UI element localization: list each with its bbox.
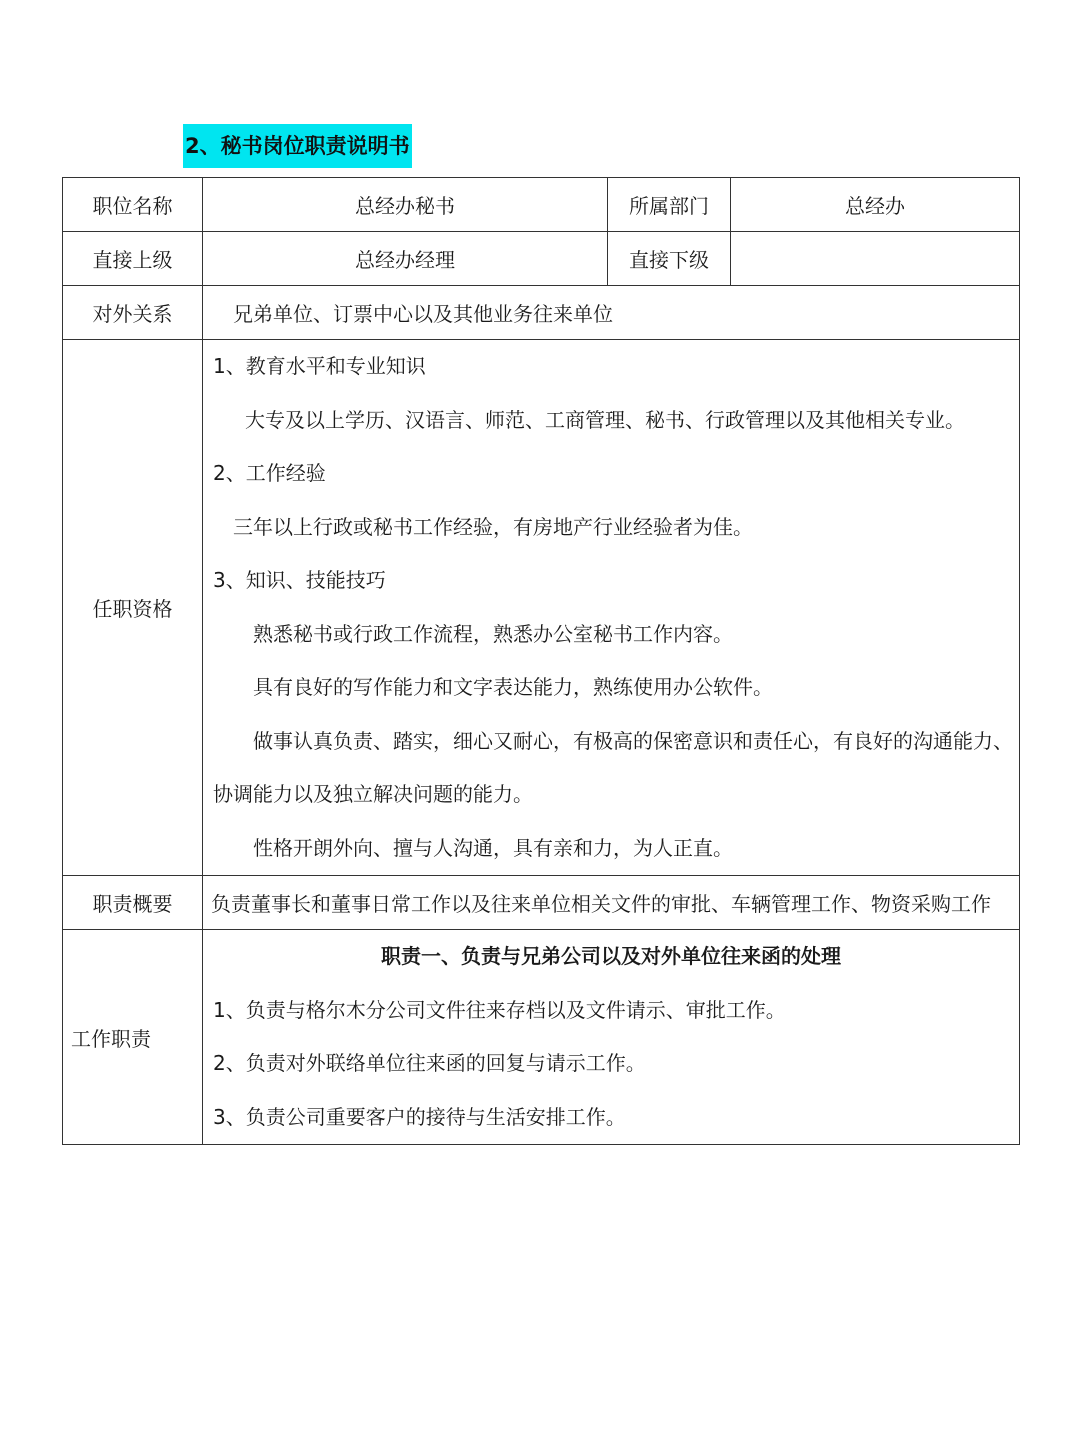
table-row: [63, 178, 1020, 232]
qualification-line: 大专及以上学历、汉语言、师范、工商管理、秘书、行政管理以及其他相关专业。: [245, 407, 965, 432]
qualifications-label: 任职资格: [63, 340, 203, 876]
table-row: [63, 876, 1020, 930]
subordinate-label: 直接下级: [608, 232, 731, 286]
summary-value: 负责董事长和董事日常工作以及往来单位相关文件的审批、车辆管理工作、物资采购工作: [203, 876, 1020, 930]
department-value: 总经办: [731, 178, 1020, 232]
qualification-line: 3、知识、技能技巧: [213, 568, 386, 592]
qualifications-content: [203, 340, 1020, 876]
table-row: [63, 286, 1020, 340]
duty-item: 1、负责与格尔木分公司文件往来存档以及文件请示、审批工作。: [213, 997, 786, 1022]
qualification-line: 协调能力以及独立解决问题的能力。: [213, 782, 533, 806]
qualification-line: 三年以上行政或秘书工作经验，有房地产行业经验者为佳。: [233, 514, 753, 539]
relations-label: 对外关系: [63, 286, 203, 340]
duties-content: [203, 930, 1020, 1145]
qualification-line: 熟悉秘书或行政工作流程，熟悉办公室秘书工作内容。: [253, 621, 733, 646]
relations-value: 兄弟单位、订票中心以及其他业务往来单位: [203, 286, 1020, 340]
table-row: [63, 232, 1020, 286]
job-description-table: [62, 177, 1020, 1145]
duties-heading: 职责一、负责与兄弟公司以及对外单位往来函的处理: [381, 944, 841, 968]
position-label: 职位名称: [63, 178, 203, 232]
duty-item: 3、负责公司重要客户的接待与生活安排工作。: [213, 1104, 626, 1129]
table-row: [63, 340, 1020, 876]
duties-label: 工作职责: [63, 930, 203, 1145]
qualification-line: 具有良好的写作能力和文字表达能力，熟练使用办公软件。: [253, 675, 773, 699]
table-row: [63, 930, 1020, 1145]
qualification-line: 2、工作经验: [213, 461, 326, 485]
superior-label: 直接上级: [63, 232, 203, 286]
summary-label: 职责概要: [63, 876, 203, 930]
qualification-line: 性格开朗外向、擅与人沟通，具有亲和力，为人正直。: [253, 835, 733, 860]
duty-item: 2、负责对外联络单位往来函的回复与请示工作。: [213, 1051, 646, 1075]
position-value: 总经办秘书: [203, 178, 608, 232]
page-title: 2、秘书岗位职责说明书: [183, 124, 412, 168]
department-label: 所属部门: [608, 178, 731, 232]
qualification-line: 1、教育水平和专业知识: [213, 354, 426, 378]
superior-value: 总经办经理: [203, 232, 608, 286]
qualification-line: 做事认真负责、踏实，细心又耐心，有极高的保密意识和责任心，有良好的沟通能力、: [253, 728, 1013, 753]
subordinate-value: [731, 232, 1020, 286]
